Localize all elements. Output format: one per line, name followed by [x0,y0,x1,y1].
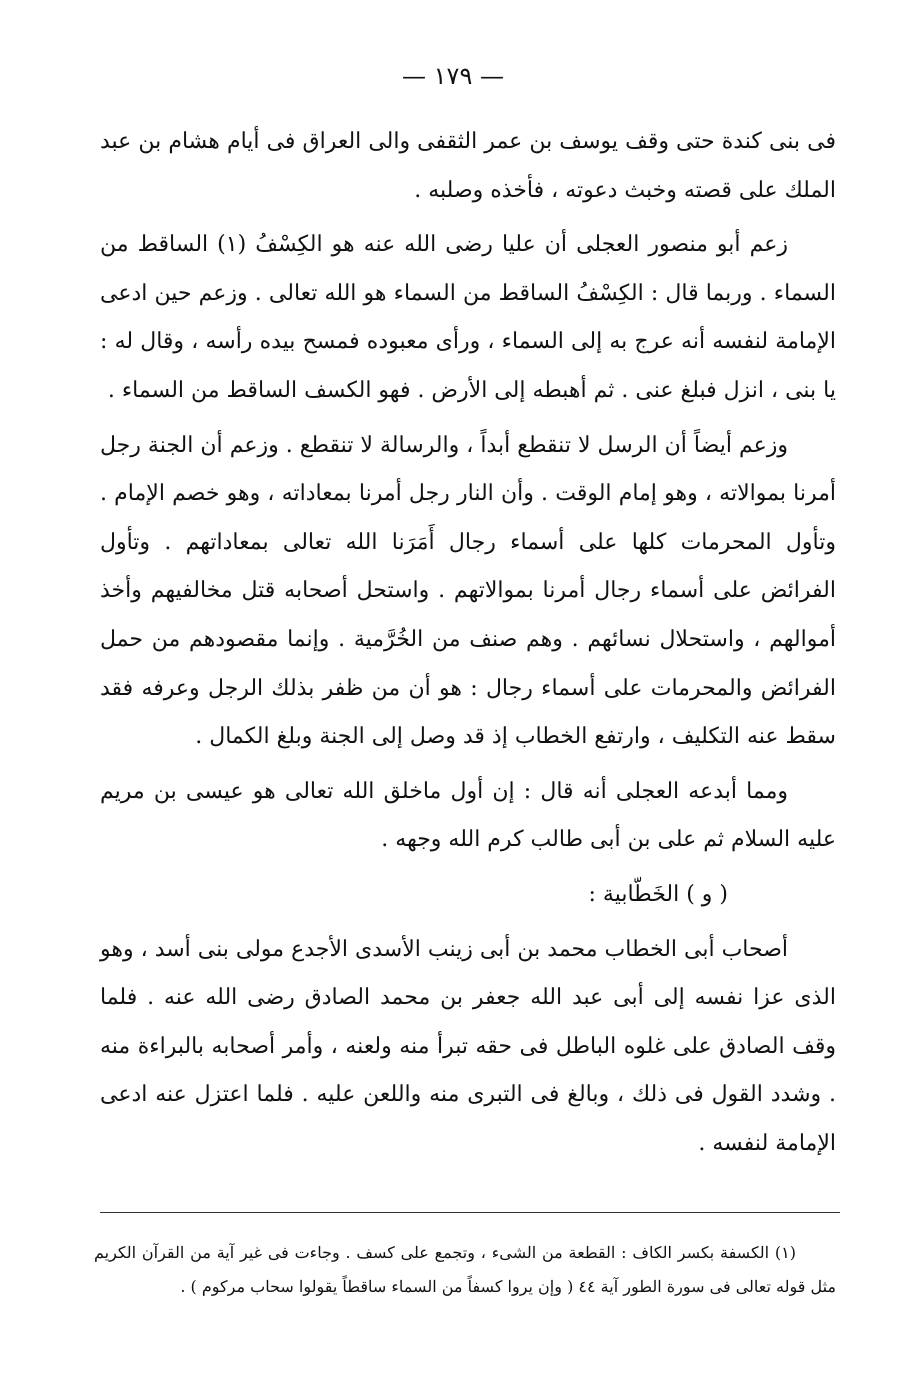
paragraph-kisf: زعم أبو منصور العجلى أن عليا رضى الله عنه هو الكِسْفُ (١) الساقط من السماء . وربما قال : الكِسْفُ الساقط من السماء هو الله تعالى . وزعم حين ادعى الإمامة لنفسه أنه عرج به إلى السماء ، ورأى معبوده فمسح بيده رأسه ، وقال له : يا بنى ، انزل فبلغ عنى . ثم أهبطه إلى الأرض . فهو الكسف الساقط من السماء . [100,232,836,403]
footnote-divider [100,1212,840,1213]
footnote: (١) الكسفة بكسر الكاف : القطعة من الشىء ، وتجمع على كسف . وجاءت فى غير آية من القرآن الكريم مثل قوله تعالى فى سورة الطور آية ٤٤ ( وإن يروا كسفاً من السماء ساقطاً يقولوا سحاب مركوم ) . [94,1243,836,1296]
page-number: — ١٧٩ — [402,62,504,90]
paragraph-innovation: ومما أبدعه العجلى أنه قال : إن أول ماخلق الله تعالى هو عيسى بن مريم عليه السلام ثم على بن أبى طالب كرم الله وجهه . [100,778,836,853]
main-text [100,118,836,1174]
paragraph-claims: وزعم أيضاً أن الرسل لا تنقطع أبداً ، والرسالة لا تنقطع . وزعم أن الجنة رجل أمرنا بموالاته ، وهو إمام الوقت . وأن النار رجل أمرنا بمعاداته ، وهو خصم الإمام . وتأول المحرمات كلها على أسماء رجال أَمَرَنا الله تعالى بمعاداتهم . وتأول الفرائض على أسماء رجال أمرنا بموالاتهم . واستحل أصحابه قتل مخالفيهم وأخذ أموالهم ، واستحلال نسائهم . وهم صنف من الخُرَّمية . وإنما مقصودهم من حمل الفرائض والمحرمات على أسماء رجال : هو أن من ظفر بذلك الرجل وعرفه فقد سقط عنه التكليف ، وارتفع الخطاب إذ قد وصل إلى الجنة وبلغ الكمال . [100,432,836,750]
paragraph-khattabiya: أصحاب أبى الخطاب محمد بن أبى زينب الأسدى الأجدع مولى بنى أسد ، وهو الذى عزا نفسه إلى أبى عبد الله جعفر بن محمد الصادق رضى الله عنه . فلما وقف الصادق على غلوه الباطل فى حقه تبرأ منه ولعنه ، وأمر أصحابه بالبراءة منه . وشدد القول فى ذلك ، وبالغ فى التبرى منه واللعن عليه . فلما اعتزل عنه ادعى الإمامة لنفسه . [100,936,836,1156]
section-heading: ( و ) الخَطّابية : [588,881,728,907]
paragraph-continuation: فى بنى كندة حتى وقف يوسف بن عمر الثقفى والى العراق فى أيام هشام بن عبد الملك على قصته وخبث دعوته ، فأخذه وصلبه . [100,129,836,203]
